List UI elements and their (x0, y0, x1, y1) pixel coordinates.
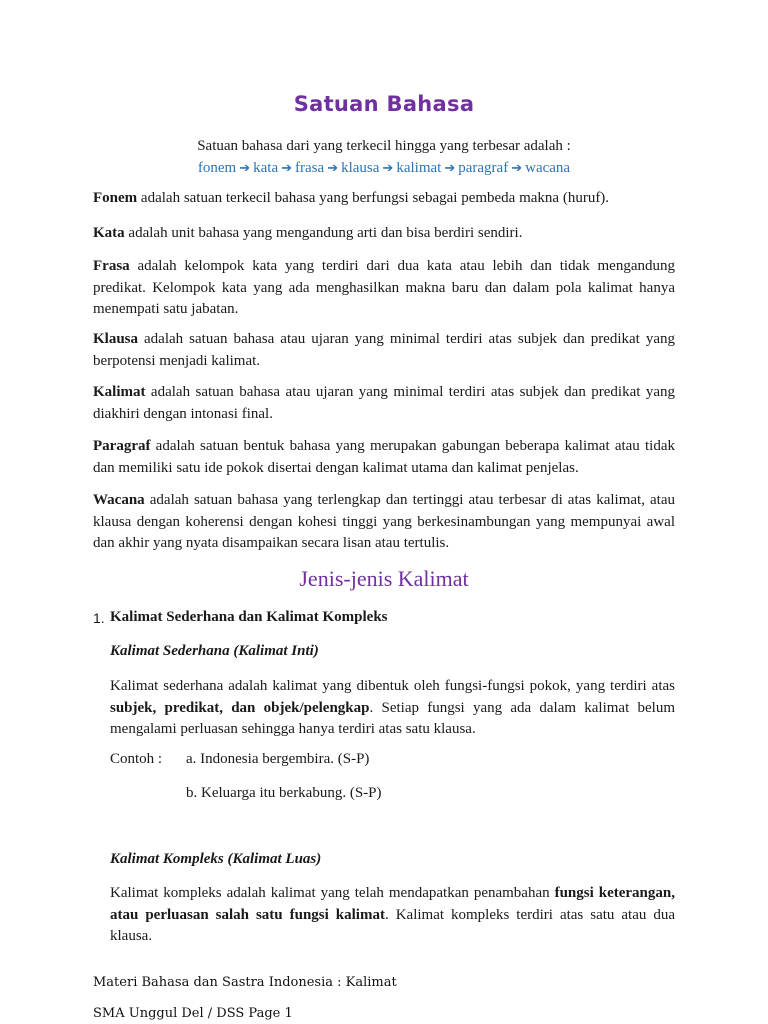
definition-term: Wacana (93, 492, 145, 508)
footer-line-2: SMA Unggul Del / DSS Page 1 (93, 1006, 293, 1021)
list-item-title: Kalimat Sederhana dan Kalimat Kompleks (110, 609, 388, 625)
definition-term: Paragraf (93, 438, 151, 454)
example-b: b. Keluarga itu berkabung. (S-P) (186, 785, 382, 801)
paragraph-text: Kalimat kompleks adalah kalimat yang telah mendapatkan penambahan (110, 885, 555, 901)
example-a: a. Indonesia bergembira. (S-P) (186, 751, 370, 767)
right-arrow-icon: ➔ (239, 160, 251, 175)
definition-term: Kalimat (93, 384, 146, 400)
paragraph-bold: subjek, predikat, dan objek/pelengkap (110, 699, 370, 716)
definition-kalimat (93, 382, 675, 425)
definition-paragraf (93, 436, 675, 479)
definition-term: Fonem (93, 190, 138, 206)
subheading-sederhana: Kalimat Sederhana (Kalimat Inti) (110, 643, 319, 659)
definition-text: adalah kelompok kata yang terdiri dari dua kata atau lebih dan tidak mengandung predikat. Kelompok kata yang ada menghasilkan makna baru dan dalam pola kalimat hanya menempati satu jabatan. (93, 258, 675, 317)
chain-item: klausa (341, 160, 380, 176)
right-arrow-icon: ➔ (511, 160, 523, 175)
chain-item: wacana (525, 160, 571, 176)
chain-item: kalimat (396, 160, 442, 176)
paragraph-sederhana (110, 676, 675, 741)
paragraph-kompleks (110, 883, 675, 948)
definition-text: adalah unit bahasa yang mengandung arti dan bisa berdiri sendiri. (124, 225, 523, 241)
paragraph-text: Kalimat sederhana adalah kalimat yang dibentuk oleh fungsi-fungsi pokok, yang terdiri atas (110, 678, 675, 694)
paragraph-bold: fungsi keterangan, atau perluasan salah satu fungsi kalimat (110, 885, 675, 923)
paragraph-text: . Setiap fungsi yang ada dalam kalimat belum mengalami perluasan sehingga hanya terdiri atas satu klausa. (110, 699, 675, 737)
definition-kata (93, 223, 675, 245)
intro-block (0, 136, 768, 179)
definition-term: Kata (93, 225, 125, 241)
definition-text: adalah satuan terkecil bahasa yang berfungsi sebagai pembeda makna (huruf). (137, 190, 610, 206)
definition-term: Frasa (93, 258, 130, 274)
chain-item: paragraf (458, 160, 509, 176)
unit-chain (0, 157, 768, 179)
definition-text: adalah satuan bentuk bahasa yang merupakan gabungan beberapa kalimat atau tidak dan memiliki satu ide pokok disertai dengan kalimat utama dan kalimat penjelas. (93, 438, 675, 476)
definition-klausa (93, 329, 675, 372)
definition-wacana (93, 490, 675, 555)
chain-item: kata (253, 160, 279, 176)
right-arrow-icon: ➔ (281, 160, 293, 175)
definition-text: adalah satuan bahasa atau ujaran yang minimal terdiri atas subjek dan predikat yang berpotensi menjadi kalimat. (93, 331, 675, 369)
right-arrow-icon: ➔ (327, 160, 339, 175)
definition-frasa (93, 256, 675, 321)
right-arrow-icon: ➔ (444, 160, 456, 175)
example-label: Contoh : (110, 751, 163, 767)
list-number: 1. (93, 610, 105, 626)
chain-item: frasa (295, 160, 325, 176)
page-title: Satuan Bahasa (293, 92, 475, 116)
footer-line-1: Materi Bahasa dan Sastra Indonesia : Kalimat (93, 975, 397, 990)
chain-item: fonem (197, 160, 237, 176)
definition-term: Klausa (93, 331, 139, 347)
definition-text: adalah satuan bahasa yang terlengkap dan tertinggi atau terbesar di atas kalimat, atau klausa dengan koherensi dengan kohesi tinggi yang berkesinambungan yang mempunyai awal dan akhir yang nyata disampaikan secara lisan atau tertulis. (93, 492, 675, 551)
right-arrow-icon: ➔ (382, 160, 394, 175)
subheading-kompleks: Kalimat Kompleks (Kalimat Luas) (110, 851, 322, 867)
intro-text: Satuan bahasa dari yang terkecil hingga yang terbesar adalah : (197, 138, 571, 154)
definition-text: adalah satuan bahasa atau ujaran yang minimal terdiri atas subjek dan predikat yang diakhiri dengan intonasi final. (93, 384, 675, 422)
definition-fonem (93, 188, 675, 210)
paragraph-text: . Kalimat kompleks terdiri atas satu atau dua klausa. (110, 906, 676, 944)
section-heading: Jenis-jenis Kalimat (299, 566, 469, 591)
